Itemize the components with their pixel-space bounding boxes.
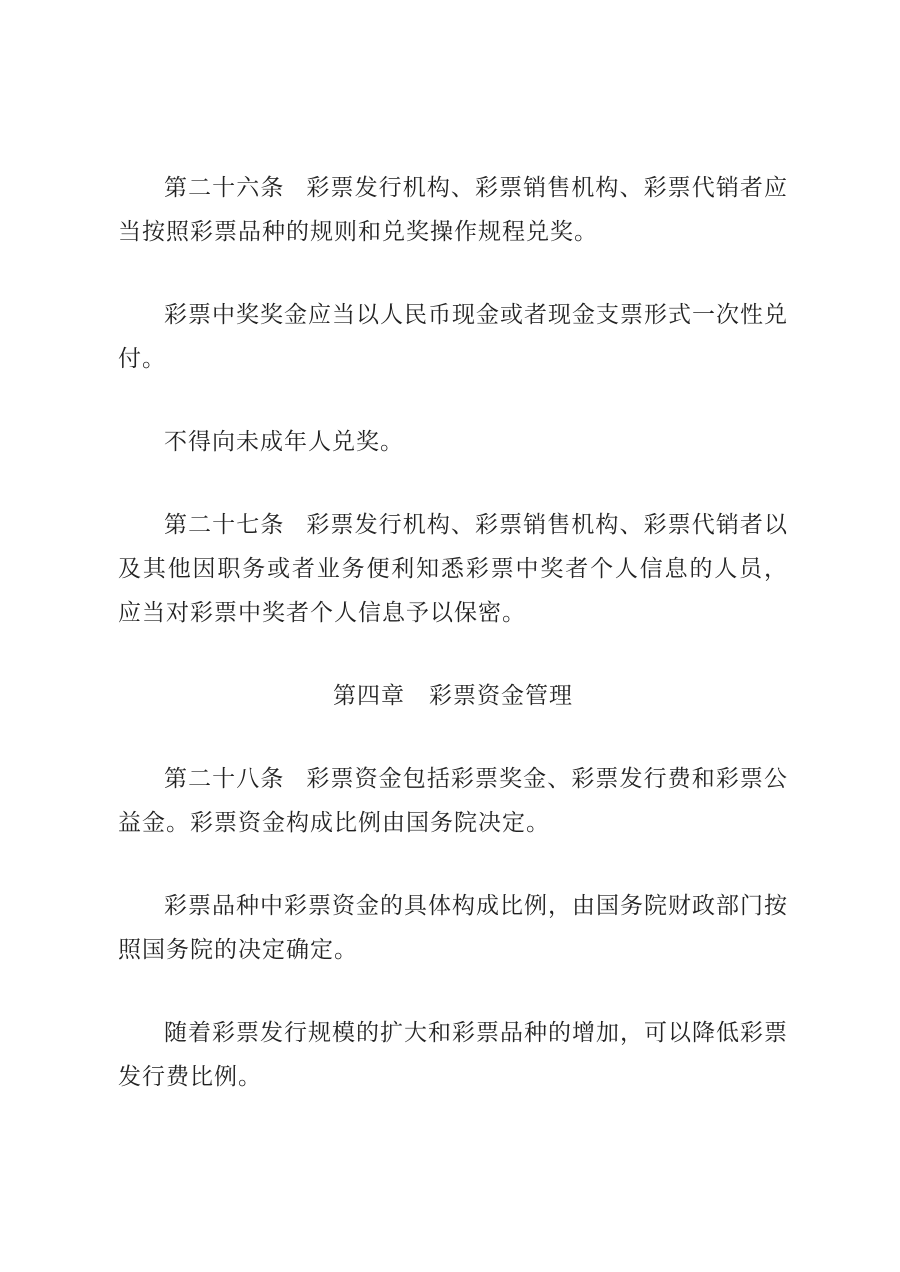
article-28-paragraph xyxy=(118,757,788,845)
chapter-heading xyxy=(118,674,788,718)
article-26-clause-2 xyxy=(118,293,788,381)
paragraph-text: 随着彩票发行规模的扩大和彩票品种的增加，可以降低彩票发行费比例。 xyxy=(118,1020,788,1090)
article-number: 第二十七条 xyxy=(164,512,285,538)
article-number: 第二十八条 xyxy=(164,766,285,792)
document-page xyxy=(118,166,788,1138)
paragraph-text: 彩票发行机构、彩票销售机构、彩票代销者应当按照彩票品种的规则和兑奖操作规程兑奖。 xyxy=(118,175,789,245)
article-27-paragraph xyxy=(118,503,788,635)
article-26-paragraph xyxy=(118,166,788,254)
article-28-clause-3 xyxy=(118,1011,788,1099)
chapter-number: 第四章 xyxy=(333,683,405,709)
article-26-clause-3 xyxy=(118,420,788,464)
paragraph-text: 不得向未成年人兑奖。 xyxy=(164,429,404,455)
chapter-title: 彩票资金管理 xyxy=(429,683,573,709)
article-28-clause-2 xyxy=(118,884,788,972)
article-number: 第二十六条 xyxy=(164,175,285,201)
paragraph-text: 彩票资金包括彩票奖金、彩票发行费和彩票公益金。彩票资金构成比例由国务院决定。 xyxy=(118,766,789,836)
paragraph-text: 彩票品种中彩票资金的具体构成比例，由国务院财政部门按照国务院的决定确定。 xyxy=(118,893,788,963)
paragraph-text: 彩票发行机构、彩票销售机构、彩票代销者以及其他因职务或者业务便利知悉彩票中奖者个人信息的人员，应当对彩票中奖者个人信息予以保密。 xyxy=(118,512,789,626)
paragraph-text: 彩票中奖奖金应当以人民币现金或者现金支票形式一次性兑付。 xyxy=(118,302,788,372)
